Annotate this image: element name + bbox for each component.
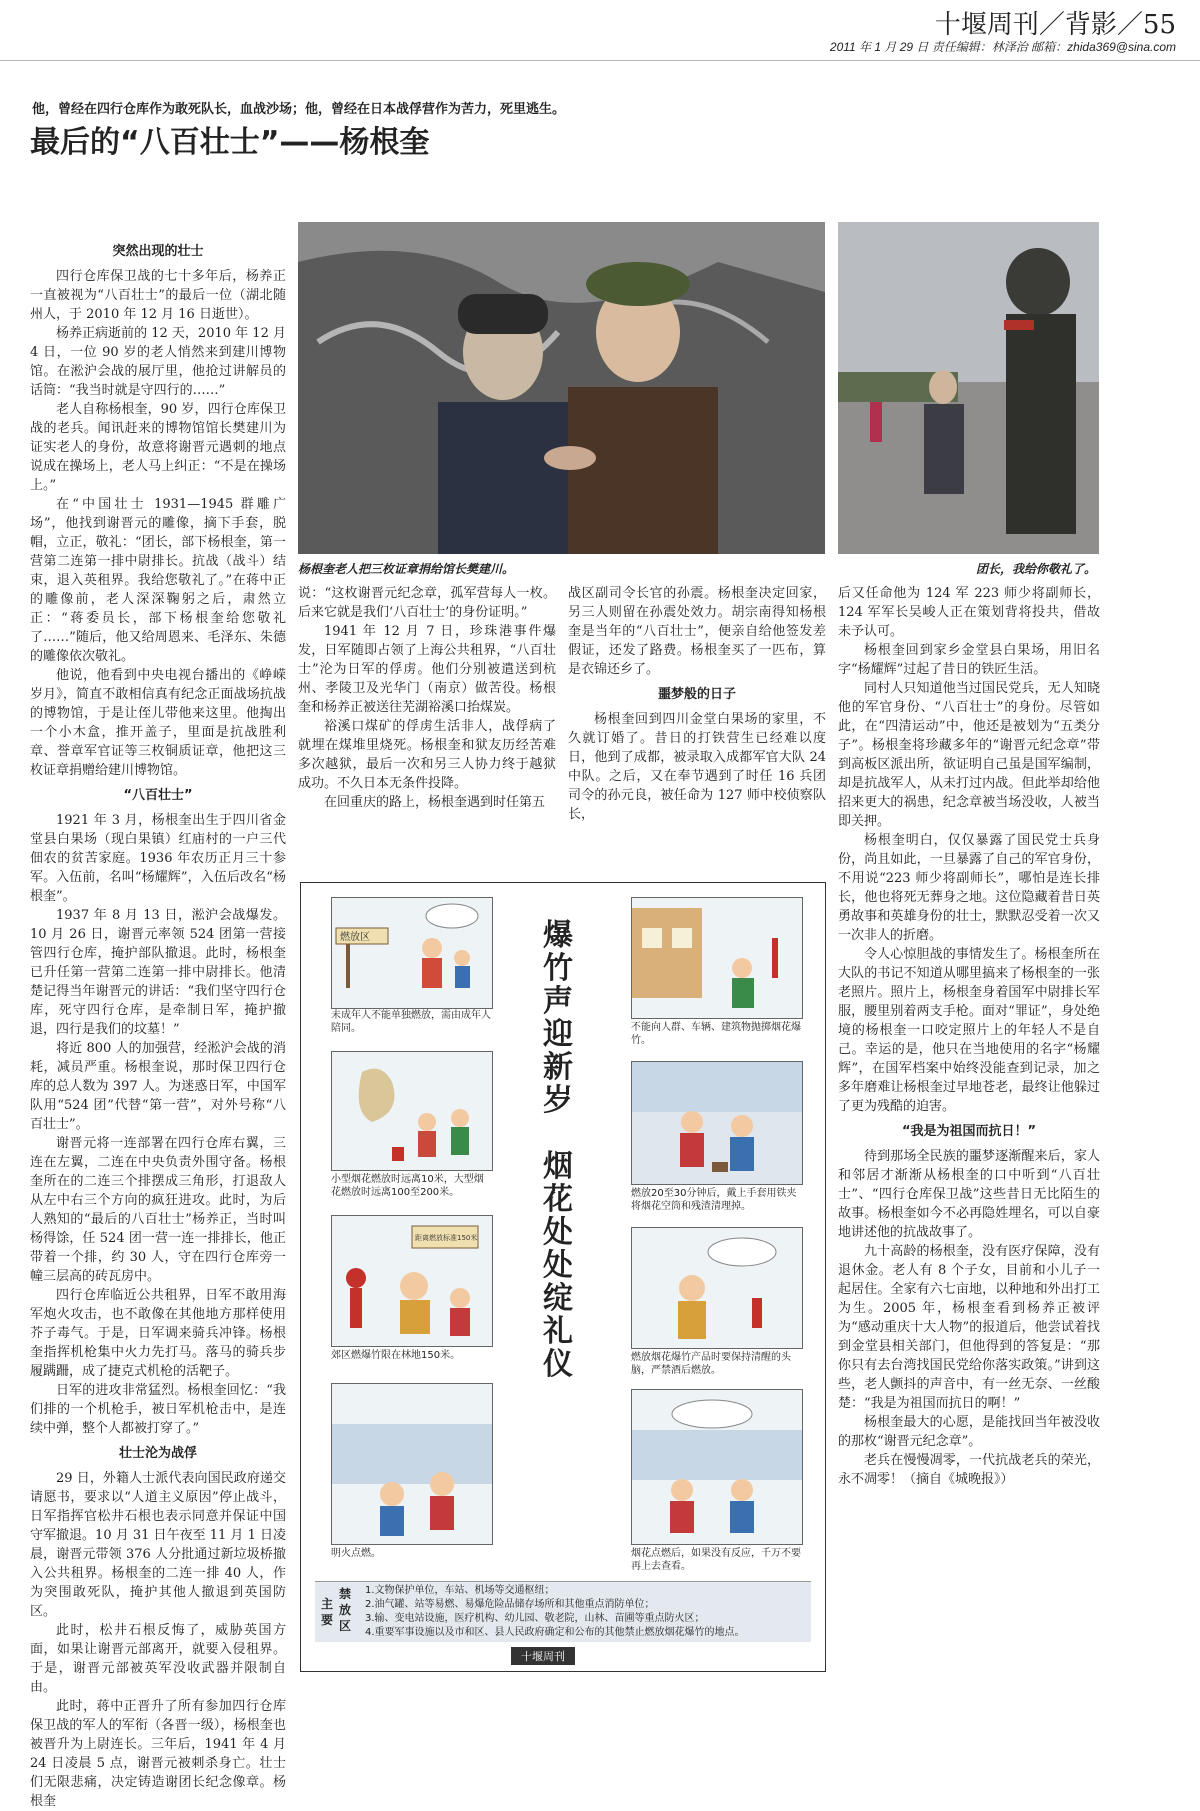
photo-salute-image	[838, 222, 1099, 554]
psa-panel-right-2-text: 燃放20至30分钟后，戴上手套用铁夹将烟花空筒和残渣清理掉。	[631, 1188, 797, 1212]
paragraph: 四行仓库临近公共租界，日军不敢用海军炮火攻击，也不敢像在其他地方那样使用芥子毒气。于是，日军调来骑兵冲锋。杨根奎指挥机枪集中火力先打马。落马的骑兵步履蹒跚，成了捷克式机枪的活靶子。	[30, 1288, 286, 1379]
paragraph: 同村人只知道他当过国民党兵，无人知晓他的军官身份、“八百壮士”的身份。尽管如此，在“四清运动”中，他还是被划为“五类分子”。杨根奎将珍藏多年的“谢晋元纪念章”带到高板区派出所，欲证明自己虽是国军编制，却是抗战军人，从未打过内战。但此举却给他招来更大的祸患，纪念章被当场没收，人被当即关押。	[838, 681, 1100, 829]
photo-salute	[838, 222, 1099, 554]
paragraph: 1921 年 3 月，杨根奎出生于四川省金堂县白果场（现白果镇）红庙村的一户三代佃农的贫苦家庭。1936 年农历正月三十参军。入伍前，名叫“杨耀辉”，入伍后改名“杨根奎”。	[30, 813, 286, 904]
article-deck: 他，曾经在四行仓库作为敢死队长，血战沙场；他，曾经在日本战俘营作为苦力，死里逃生。	[32, 102, 566, 117]
zone-list	[365, 1584, 809, 1640]
paragraph: 杨根奎回到家乡金堂县白果场，用旧名字“杨耀辉”过起了昔日的铁匠生活。	[838, 643, 1100, 677]
dud-warning-cartoon-icon	[632, 1390, 802, 1544]
psa-footer-logo: 十堰周刊	[511, 1647, 575, 1665]
paragraph: 1941 年 12 月 7 日，珍珠港事件爆发，日军随即占领了上海公共租界，“八百壮士”沦为日军的俘虏。他们分别被遣送到杭州、孝陵卫及光华门（南京）做苦役。杨根奎和杨养正被送往芜湖裕溪口抬煤炭。	[298, 624, 556, 715]
psa-title-char: 处	[543, 1248, 573, 1283]
psa-panel-right-3	[631, 1227, 803, 1349]
paragraph: 杨根奎最大的心愿，是能找回当年被没收的那枚“谢晋元纪念章”。	[838, 1415, 1100, 1449]
photo-donation-image	[298, 222, 825, 554]
paragraph: 在回重庆的路上，杨根奎遇到时任第五	[324, 795, 546, 810]
paragraph: 九十高龄的杨根奎，没有医疗保障，没有退休金。老人有 8 个子女，目前和小儿子一起居住。全家有六七亩地，以种地和外出打工为生。2005 年，杨根奎看到杨养正被评为“感动重庆十大人物”的报道后，他尝试着找到金堂县相关部门，但他得到的答复是：“那你只有去台湾找国民党给你落实政策。”讲到这些，老人颤抖的声音中，有一丝无奈、一丝酸楚：“我是为祖国而抗日的啊！”	[838, 1244, 1100, 1411]
psa-title-char: 仪	[543, 1347, 573, 1382]
paragraph: 29 日，外籍人士派代表向国民政府递交请愿书，要求以“人道主义原因”停止战斗，日军指挥官松井石根也表示同意并保证中国守军撤退。10 月 31 日午夜至 11 月 1 日凌晨，谢晋元带领 376 人分批通过新垃圾桥撤入公共租界。杨根奎的二连一排 40 人，作为突围敢死队，掩护其他人撤退到英国防区。	[30, 1471, 286, 1619]
paragraph: 谢晋元将一连部署在四行仓库右翼，三连在左翼，二连在中央负责外围守备。杨根奎所在的二连三个排摆成三角形，打退敌人从左中右三个方向的疯狂进攻。此时，为后人熟知的“最后的八百壮士”杨养正，当时叫杨得馀，任 524 团一营一连一排排长，他正带着一个排，约 30 人，守在四行仓库旁一幢三层高的砖瓦房中。	[30, 1136, 286, 1284]
psa-title-char: 声	[543, 984, 573, 1019]
paragraph: 令人心惊胆战的事情发生了。杨根奎所在大队的书记不知道从哪里搞来了杨根奎的一张老照片。照片上，杨根奎身着国军中尉排长军服，腰里别着两支手枪。面对“罪证”，身处绝境的杨根奎一口咬定照片上的年轻人不是自己。幸运的是，他只在当地使用的名字“杨耀辉”，在国军档案中始终没能查到记录，加之多年磨难让杨根奎过早地苍老，最终让他躲过了更为残酷的迫害。	[838, 947, 1100, 1114]
paragraph: 后又任命他为 124 军 223 师少将副师长，124 军军长吴峻人正在策划背将投共，借故未予认可。	[838, 586, 1100, 639]
psa-panel-left-1	[331, 897, 493, 1009]
psa-panel-right-4-text: 烟花点燃后，如果没有反应，千万不要再上去查看。	[631, 1548, 801, 1572]
zone-item: 3.输、变电站设施，医疗机构、幼儿园、敬老院，山林、苗圃等重点防火区；	[365, 1613, 705, 1624]
psa-sign-text: 燃放区	[340, 932, 370, 943]
psa-title-char: 烟	[543, 1149, 573, 1184]
firecracker-cartoon-icon	[332, 898, 492, 1008]
paragraph: 裕溪口煤矿的俘虏生活非人，战俘病了就埋在煤堆里烧死。杨根奎和狱友历经苦难多次越狱，最后一次和另三人协力终于越狱成功。不久日本无条件投降。	[298, 719, 556, 791]
photo-salute-caption: 团长，我给你敬礼了。	[975, 562, 1096, 576]
paragraph: 四行仓库保卫战的七十多年后，杨养正一直被视为“八百壮士”的最后一位（湖北随州人，于 2010 年 12 月 16 日逝世）。	[30, 269, 286, 322]
paragraph: 日军的进攻非常猛烈。杨根奎回忆：“我们排的一个机枪手，被日军机枪击中，是连续中弹，整个人都被打穿了。”	[30, 1383, 286, 1436]
no-drinking-cartoon-icon	[632, 1228, 802, 1348]
psa-sign-text: 距离燃放标准150米	[415, 1234, 478, 1242]
psa-title-char	[541, 1117, 575, 1150]
fireworks-safety-box	[300, 882, 826, 1672]
psa-title-char: 岁	[543, 1083, 573, 1118]
psa-title-char: 花	[543, 1182, 573, 1217]
psa-title-char: 绽	[543, 1281, 573, 1316]
psa-panel-right-1-text: 不能向人群、车辆、建筑物抛掷烟花爆竹。	[631, 1022, 801, 1046]
no-throwing-cartoon-icon	[632, 898, 802, 1018]
paragraph: 1937 年 8 月 13 日，淞沪会战爆发。10 月 26 日，谢晋元率领 524 团第一营接管四行仓库，掩护部队撤退。此时，杨根奎已升任第一营第二连第一排中尉排长。他清楚记得当年谢晋元的讲话：“我们坚守四行仓库，死守四行仓库，是牵制日军，掩护撤退，四行是我们的坟墓！”	[30, 908, 286, 1037]
column-2	[298, 584, 556, 812]
paragraph: 待到那场全民族的噩梦逐渐醒来后，家人和邻居才渐渐从杨根奎的口中听到“八百壮士”、“四行仓库保卫战”这些昔日无比陌生的故事。杨根奎如今不必再隐姓埋名，可以自豪地讲述他的抗战故事了。	[838, 1149, 1100, 1240]
paragraph: 老人自称杨根奎，90 岁，四行仓库保卫战的老兵。闻讯赶来的博物馆馆长樊建川为证实老人的身份，故意将谢晋元遇刺的地点说成在操场上，老人马上纠正：“不是在操场上。”	[30, 402, 286, 493]
header-rule	[0, 60, 1200, 61]
prohibited-zones	[315, 1581, 811, 1642]
section-heading: 噩梦般的日子	[657, 687, 736, 702]
section-heading: 壮士沦为战俘	[118, 1446, 197, 1461]
paragraph: 杨根奎明白，仅仅暴露了国民党士兵身份，尚且如此，一旦暴露了自己的军官身份，不用说“223 师少将副师长”，哪怕是连长排长，他也将死无葬身之地。这位隐藏着昔日英勇故事和英雄身份的壮士，默默忍受着一次又一次非人的折磨。	[838, 833, 1100, 943]
psa-title-char: 礼	[543, 1314, 573, 1349]
lighting-cartoon-icon	[332, 1384, 492, 1544]
column-1	[30, 236, 286, 1809]
psa-panel-right-1	[631, 897, 803, 1019]
psa-title-char: 处	[543, 1215, 573, 1250]
psa-panel-left-1-text: 未成年人不能单独燃放，需由成年人陪同。	[331, 1010, 491, 1034]
psa-panel-left-3-text: 郊区燃爆竹限在林地150米。	[331, 1350, 461, 1361]
psa-title	[541, 919, 575, 1381]
psa-title-char: 新	[543, 1050, 573, 1085]
paragraph: 老兵在慢慢凋零，一代抗战老兵的荣光，永不凋零！（摘自《城晚报》）	[838, 1453, 1100, 1487]
zone-item: 1.文物保护单位，车站、机场等交通枢纽；	[365, 1585, 555, 1596]
section-heading: “我是为祖国而抗日！”	[901, 1124, 1037, 1139]
psa-panel-left-2	[331, 1051, 493, 1171]
paragraph: 战区副司令长官的孙震。杨根奎决定回家，另三人则留在孙震处效力。胡宗南得知杨根奎是当年的“八百壮士”，便亲自给他签发差假证，还发了路费。杨根奎买了一匹布，算是衣锦还乡了。	[568, 586, 826, 677]
section-heading: “八百壮士”	[123, 788, 193, 803]
photo-donation-caption: 杨根奎老人把三枚证章捐给馆长樊建川。	[298, 562, 515, 576]
zone-item: 2.油气罐、站等易燃、易爆危险品储存场所和其他重点消防单位；	[365, 1599, 655, 1610]
cleanup-cartoon-icon	[632, 1062, 802, 1184]
paragraph: 杨根奎回到四川金堂白果场的家里，不久就订婚了。昔日的打铁营生已经难以度日，他到了成都，被录取入成都军官大队 24 中队。之后，又在奉节遇到了时任 16 兵团司令的孙元良，被任命为 127 师中校侦察队长，	[568, 712, 826, 822]
paragraph: 将近 800 人的加强营，经淞沪会战的消耗，减员严重。杨根奎说，那时保卫四行仓库的总人数为 397 人。为迷惑日军，中国军队用“524 团”代替“第一营”，对外号称“八百壮士”。	[30, 1041, 286, 1132]
section-heading: 突然出现的壮士	[112, 244, 204, 259]
paragraph: 他说，他看到中央电视台播出的《峥嵘岁月》，简直不敢相信真有纪念正面战场抗战的博物馆，于是让侄儿带他来这里。他掏出一个小木盒，推开盖子，里面是抗战胜利章、誉章军官证等三枚铜质证章，他把这三枚证章捐赠给建川博物馆。	[30, 668, 286, 778]
zone-label-main: 主要	[321, 1597, 334, 1627]
psa-title-char: 爆	[543, 918, 573, 953]
zone-label-side: 禁放区	[339, 1587, 352, 1633]
psa-panel-left-4-text: 明火点燃。	[331, 1548, 381, 1559]
psa-panel-right-4	[631, 1389, 803, 1545]
masthead: 十堰周刊／背影／55	[934, 10, 1176, 40]
psa-panel-left-2-text: 小型烟花燃放时远离10米，大型烟花燃放时远离100至200米。	[331, 1174, 484, 1198]
paragraph: 说：“这枚谢晋元纪念章，孤军营每人一枚。后来它就是我们‘八百壮士’的身份证明。”	[298, 586, 556, 620]
photo-donation	[298, 222, 825, 554]
forest-distance-cartoon-icon	[332, 1216, 492, 1346]
psa-title-char: 迎	[543, 1017, 573, 1052]
psa-panel-left-4	[331, 1383, 493, 1545]
dateline: 2011 年 1 月 29 日 责任编辑：林泽治 邮箱：zhida369@sina.com	[829, 40, 1176, 54]
article-headline: 最后的“八百壮士”——杨根奎	[30, 125, 430, 160]
psa-panel-right-3-text: 燃放烟花爆竹产品时要保持清醒的头脑，严禁酒后燃放。	[631, 1352, 791, 1376]
psa-title-char: 竹	[543, 951, 573, 986]
psa-panel-right-2	[631, 1061, 803, 1185]
column-3	[568, 584, 826, 824]
paragraph: 此时，松井石根反悔了，威胁英国方面，如果让谢晋元部离开，就要入侵租界。于是，谢晋元部被英军没收武器并限制自由。	[30, 1623, 286, 1695]
zone-item: 4.重要军事设施以及市和区、县人民政府确定和公布的其他禁止燃放烟花爆竹的地点。	[365, 1627, 745, 1638]
paragraph: 在“中国壮士 1931—1945 群雕广场”，他找到谢晋元的雕像，摘下手套，脱帽，立正，敬礼：“团长，部下杨根奎，第一营第二连第一排中尉排长。抗战（战斗）结束，退入英租界。我给您敬礼了。”在蒋中正的雕像前，老人深深鞠躬之后，肃然立正：“蒋委员长，部下杨根奎给您敬礼了……”随后，他又给周恩来、毛泽东、朱德的雕像依次敬礼。	[30, 497, 286, 664]
psa-panel-left-3	[331, 1215, 493, 1347]
paragraph: 此时，蒋中正晋升了所有参加四行仓库保卫战的军人的军衔（各晋一级），杨根奎也被晋升为上尉连长。三年后，1941 年 4 月 24 日凌晨 5 点，谢晋元被刺杀身亡。壮士们无限悲痛，决定铸造谢团长纪念像章。杨根奎	[30, 1699, 286, 1809]
paragraph: 杨养正病逝前的 12 天，2010 年 12 月 4 日，一位 90 岁的老人悄然来到建川博物馆。在淞沪会战的展厅里，他抢过讲解员的话筒：“我当时就是守四行的……”	[30, 326, 286, 398]
column-4	[838, 584, 1100, 1674]
fireworks-distance-cartoon-icon	[332, 1052, 492, 1170]
